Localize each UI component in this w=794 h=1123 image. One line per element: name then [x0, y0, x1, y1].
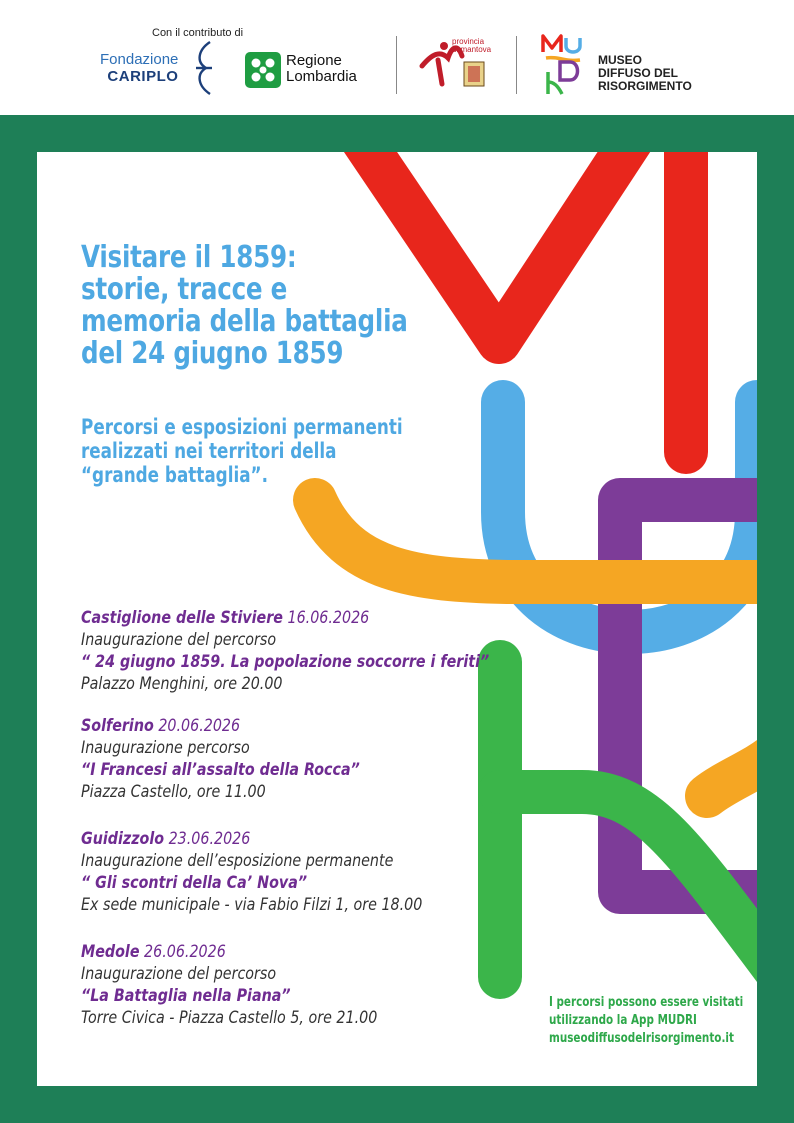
event-title: “I Francesi all’assalto della Rocca”	[81, 760, 360, 780]
event-solferino	[81, 715, 360, 803]
logo-divider	[396, 36, 397, 94]
title-line: del 24 giugno 1859	[81, 336, 344, 371]
event-place: Solferino	[81, 716, 154, 736]
poster-panel	[37, 152, 757, 1086]
regione-line1: Regione	[286, 52, 342, 69]
website-link[interactable]: museodiffusodelrisorgimento.it	[549, 1031, 734, 1046]
sponsor-bar	[0, 0, 794, 115]
museo-line1: MUSEO	[598, 53, 643, 67]
fondazione-cariplo-logo	[100, 51, 178, 85]
subtitle-line: Percorsi e esposizioni permanenti	[81, 415, 403, 439]
provincia-line2: di mantova	[452, 45, 492, 54]
visit-note-line: utilizzando la App MUDRI	[549, 1013, 697, 1028]
cariplo-line1: Fondazione	[100, 51, 179, 68]
event-date: 26.06.2026	[144, 942, 226, 962]
poster-subtitle	[81, 415, 403, 487]
event-date: 16.06.2026	[287, 608, 370, 628]
event-venue: Torre Civica - Piazza Castello 5, ore 21.00	[81, 1008, 378, 1028]
event-guidizzolo	[81, 828, 422, 916]
event-venue: Ex sede municipale - via Fabio Filzi 1, ore 18.00	[81, 895, 423, 915]
event-kind: Inaugurazione percorso	[81, 738, 250, 758]
event-title: “ Gli scontri della Ca’ Nova”	[81, 873, 308, 893]
event-heading	[81, 941, 377, 963]
event-kind: Inaugurazione del percorso	[81, 630, 277, 650]
title-line: Visitare il 1859:	[81, 240, 297, 275]
museo-diffuso-logo	[598, 54, 692, 93]
event-venue: Palazzo Menghini, ore 20.00	[81, 674, 283, 694]
event-title: “ 24 giugno 1859. La popolazione soccorre i feriti”	[81, 652, 490, 672]
regione-lombardia-logo	[286, 53, 357, 85]
event-place: Medole	[81, 942, 140, 962]
event-date: 20.06.2026	[158, 716, 241, 736]
cariplo-line2: CARIPLO	[107, 68, 179, 85]
title-line: memoria della battaglia	[81, 304, 408, 339]
subtitle-line: realizzati nei territori della	[81, 439, 337, 463]
event-place: Guidizzolo	[81, 829, 165, 849]
event-title: “La Battaglia nella Piana”	[81, 986, 291, 1006]
subtitle-line: “grande battaglia”.	[81, 463, 268, 487]
logo-divider	[516, 36, 517, 94]
event-heading	[81, 715, 360, 737]
event-place: Castiglione delle Stiviere	[81, 608, 283, 628]
title-line: storie, tracce e	[81, 272, 288, 307]
event-heading	[81, 607, 489, 629]
mudri-mark-icon	[540, 32, 588, 96]
event-medole	[81, 941, 377, 1029]
event-castiglione	[81, 607, 489, 695]
visit-note	[549, 994, 743, 1048]
visit-note-line: I percorsi possono essere visitati	[549, 995, 744, 1010]
event-kind: Inaugurazione dell’esposizione permanente	[81, 851, 394, 871]
provincia-line1: provincia	[452, 37, 485, 46]
regione-lombardia-icon	[245, 52, 281, 88]
event-kind: Inaugurazione del percorso	[81, 964, 277, 984]
regione-line2: Lombardia	[286, 68, 357, 85]
event-date: 23.06.2026	[168, 829, 251, 849]
event-heading	[81, 828, 422, 850]
provincia-mantova-logo	[452, 38, 491, 54]
poster-title	[81, 242, 425, 370]
contributo-label: Con il contributo di	[152, 27, 244, 39]
museo-line3: RISORGIMENTO	[598, 79, 692, 93]
event-venue: Piazza Castello, ore 11.00	[81, 782, 266, 802]
museo-line2: DIFFUSO DEL	[598, 66, 678, 80]
cariplo-mark-icon	[192, 40, 220, 96]
